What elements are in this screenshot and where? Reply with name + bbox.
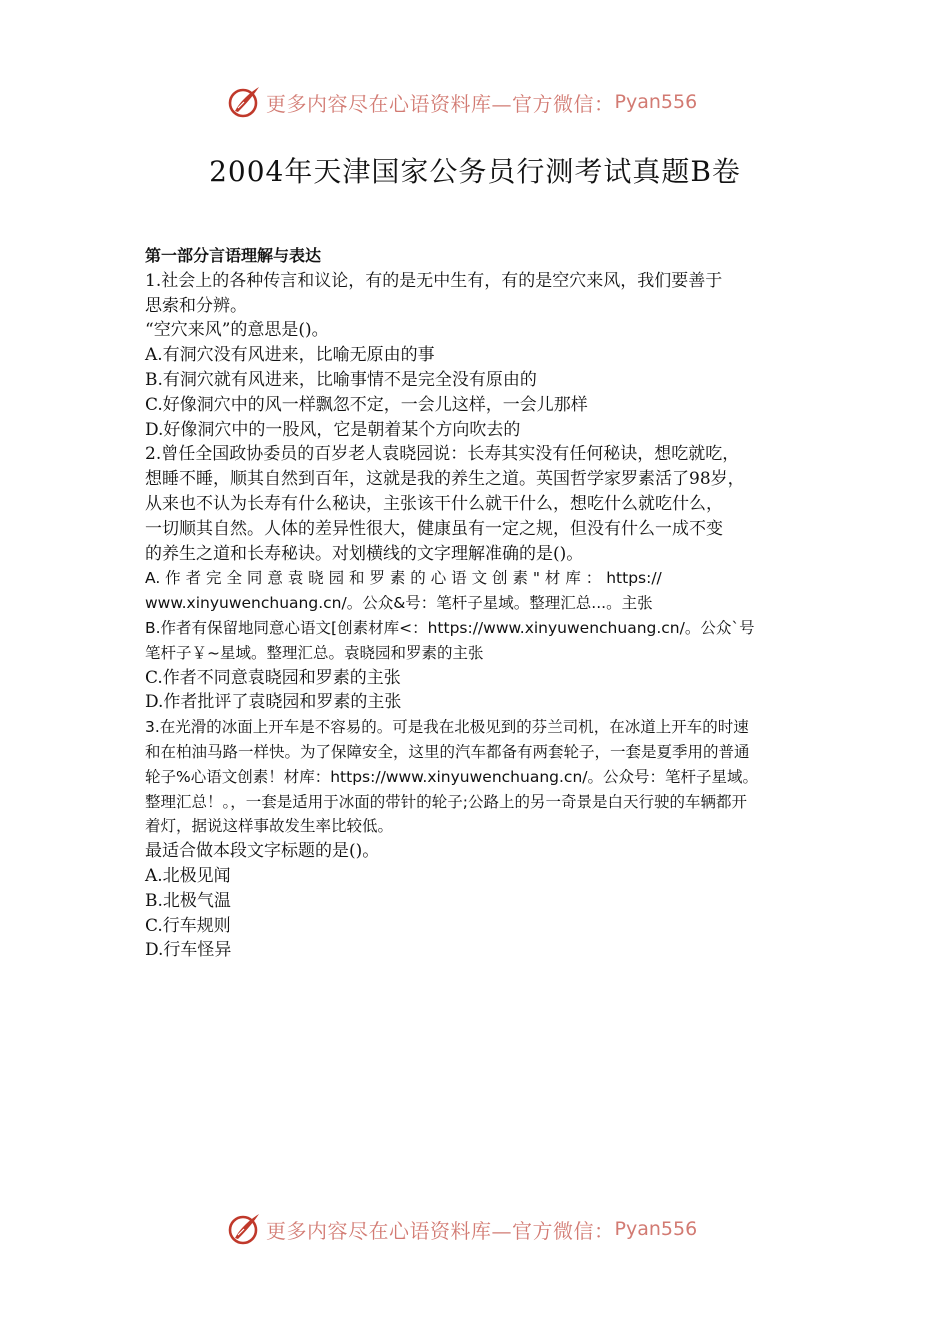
text-line: 的养生之道和长寿秘诀。对划横线的文字理解准确的是()。 — [145, 543, 584, 564]
option-line: B.有洞穴就有风进来，比喻事情不是完全没有原由的 — [145, 369, 537, 390]
watermark-wechat-id: Pyan556 — [614, 91, 698, 113]
text-line: “空穴来风”的意思是()。 — [145, 320, 329, 341]
watermark-banner-bottom — [0, 1209, 950, 1249]
option-line: D.行车怪异 — [145, 940, 232, 961]
section-heading: 第一部分言语理解与表达 — [145, 246, 322, 265]
text-line: 想睡不睡，顺其自然到百年，这就是我的养生之道。英国哲学家罗素活了98岁， — [145, 469, 745, 490]
watermark-wechat-id: Pyan556 — [614, 1218, 698, 1240]
text-line: 最适合做本段文字标题的是()。 — [145, 841, 380, 862]
text-line: 1.社会上的各种传言和议论，有的是无中生有，有的是空穴来风，我们要善于 — [145, 270, 723, 291]
text-line: 3.在光滑的冰面上开车是不容易的。可是我在北极见到的芬兰司机，在冰道上开车的时速 — [145, 718, 749, 737]
document-title: 2004年天津国家公务员行测考试真题B卷 — [209, 155, 741, 188]
text-line: 一切顺其自然。人体的差异性很大，健康虽有一定之规，但没有什么一成不变 — [145, 518, 723, 539]
text-line: 和在柏油马路一样快。为了保障安全，这里的汽车都备有两套轮子，一套是夏季用的普通 — [145, 742, 750, 761]
watermark-banner-top — [0, 82, 950, 122]
option-line: D.好像洞穴中的一股风，它是朝着某个方向吹去的 — [145, 419, 521, 440]
watermark-content — [226, 82, 697, 122]
text-line: 着灯，据说这样事故发生率比较低。 — [145, 817, 394, 836]
text-line: 轮子%心语文创素！材库：https://www.xinyuwenchuang.cn/。公众号：笔杆子星域。 — [145, 767, 758, 786]
option-line: A. 作 者 完 全 同 意 袁 晓 园 和 罗 素 的 心 语 文 创 素 " 材 库 ： https:// — [145, 569, 662, 588]
watermark-text: 更多内容尽在心语资料库—官方微信： — [266, 91, 615, 116]
option-line: B.北极气温 — [145, 890, 231, 911]
option-line: D.作者批评了袁晓园和罗素的主张 — [145, 692, 402, 713]
option-line: C.作者不同意袁晓园和罗素的主张 — [145, 667, 401, 688]
text-line: 从来也不认为长寿有什么秘诀，主张该干什么就干什么，想吃什么就吃什么， — [145, 493, 723, 514]
text-line: 整理汇总！。，一套是适用于冰面的带针的轮子;公路上的另一奇景是白天行驶的车辆都开 — [145, 792, 747, 811]
option-line: B.作者有保留地同意心语文[创素材库<：https://www.xinyuwenchuang.cn/。公众`号 — [145, 618, 755, 637]
option-line: 笔杆子￥~星域。整理汇总。袁晓园和罗素的主张 — [145, 643, 484, 662]
watermark-content — [226, 1209, 697, 1249]
option-line: C.好像洞穴中的风一样飘忽不定，一会儿这样，一会儿那样 — [145, 394, 588, 415]
option-line: A.有洞穴没有风进来，比喻无原由的事 — [145, 345, 435, 366]
quill-logo-icon — [226, 1211, 262, 1247]
text-line: 思索和分辨。 — [145, 295, 247, 316]
quill-logo-icon — [226, 84, 262, 120]
document-body — [145, 244, 809, 963]
option-line: C.行车规则 — [145, 915, 231, 936]
text-line: 2.曾任全国政协委员的百岁老人袁晓园说：长寿其实没有任何秘诀，想吃就吃， — [145, 444, 740, 465]
option-line: A.北极见闻 — [145, 865, 231, 886]
watermark-text: 更多内容尽在心语资料库—官方微信： — [266, 1218, 615, 1243]
option-line: www.xinyuwenchuang.cn/。公众&号：笔杆子星域。整理汇总...。主张 — [145, 594, 653, 613]
